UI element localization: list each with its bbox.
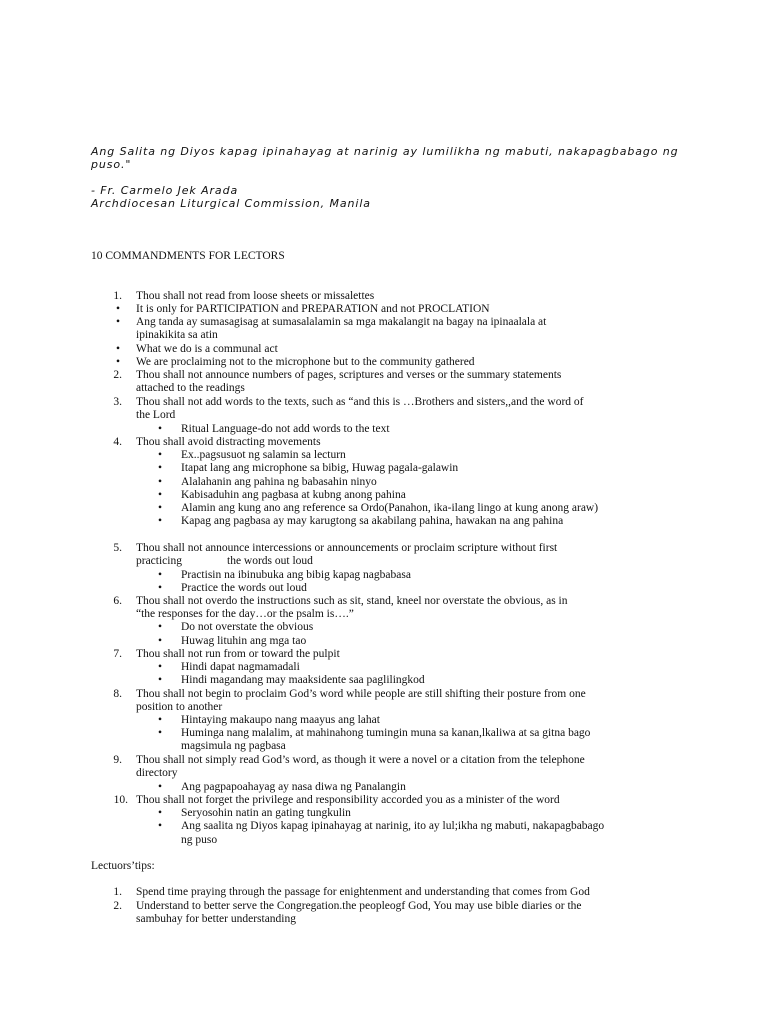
- bullet-glyph: •: [157, 449, 163, 461]
- list-text: Thou shall not add words to the texts, such as “and this is …Brothers and sisters,,and the word of: [136, 396, 584, 408]
- list-number: 1.: [113, 290, 122, 302]
- bullet-glyph: •: [157, 621, 163, 633]
- sub-bullet-text: Hintaying makaupo nang maayus ang lahat: [181, 714, 380, 726]
- bullet-text: What we do is a communal act: [136, 343, 278, 355]
- sub-bullet-text: Seryosohin natin an gating tungkulin: [181, 807, 351, 819]
- sub-bullet-text: Practisin na ibinubuka ang bibig kapag nagbabasa: [181, 569, 411, 581]
- bullet-glyph: •: [157, 476, 163, 488]
- list-number: 3.: [113, 396, 122, 408]
- quote-line-1: Ang Salita ng Diyos kapag ipinahayag at narinig ay lumilikha ng mabuti, nakapagbabago ng: [91, 145, 679, 158]
- list-text: the Lord: [136, 409, 176, 421]
- sub-bullet-text: Hindi magandang may maaksidente saa paglilingkod: [181, 674, 425, 686]
- bullet-glyph: •: [157, 489, 163, 501]
- bullet-glyph: •: [157, 661, 163, 673]
- list-number: 6.: [113, 595, 122, 607]
- list-number: 2.: [113, 900, 122, 912]
- list-text: Thou shall not overdo the instructions such as sit, stand, kneel nor overstate the obvious, as in: [136, 595, 568, 607]
- quote-author: - Fr. Carmelo Jek Arada: [91, 184, 239, 197]
- list-text: Thou shall not run from or toward the pulpit: [136, 648, 340, 660]
- list-text: position to another: [136, 701, 223, 713]
- bullet-glyph: •: [115, 316, 121, 328]
- bullet-glyph: •: [157, 714, 163, 726]
- list-text: Thou shall not simply read God’s word, as though it were a novel or a citation from the telephone: [136, 754, 585, 766]
- bullet-glyph: •: [157, 807, 163, 819]
- bullet-text: It is only for PARTICIPATION and PREPARATION and not PROCLATION: [136, 303, 490, 315]
- bullet-glyph: •: [115, 343, 121, 355]
- list-text: Thou shall not announce numbers of pages, scriptures and verses or the summary statements: [136, 369, 562, 381]
- sub-bullet-text: magsimula ng pagbasa: [181, 740, 286, 752]
- list-text: directory: [136, 767, 178, 779]
- quote-affiliation: Archdiocesan Liturgical Commission, Manila: [91, 197, 371, 210]
- list-text: Thou shall avoid distracting movements: [136, 436, 321, 448]
- sub-bullet-text: Kabisaduhin ang pagbasa at kubng anong pahina: [181, 489, 406, 501]
- bullet-glyph: •: [157, 515, 163, 527]
- list-text: practicing: [136, 555, 182, 567]
- tip-text: Spend time praying through the passage for enightenment and understanding that comes from God: [136, 886, 590, 898]
- sub-bullet-text: ng puso: [181, 834, 218, 846]
- list-text: Thou shall not announce intercessions or announcements or proclaim scripture without first: [136, 542, 558, 554]
- list-text: Thou shall not read from loose sheets or missalettes: [136, 290, 375, 302]
- quote-line-2: puso.": [91, 158, 132, 171]
- tips-heading: Lectuors’tips:: [91, 860, 155, 872]
- list-text: Thou shall not forget the privilege and responsibility accorded you as a minister of the word: [136, 794, 560, 806]
- sub-bullet-text: Alalahanin ang pahina ng babasahin ninyo: [181, 476, 377, 488]
- bullet-glyph: •: [157, 781, 163, 793]
- bullet-glyph: •: [157, 582, 163, 594]
- bullet-text: ipinakikita sa atin: [136, 329, 218, 341]
- bullet-glyph: •: [157, 635, 163, 647]
- bullet-glyph: •: [157, 423, 163, 435]
- list-number: 1.: [113, 886, 122, 898]
- sub-bullet-text: Huwag lituhin ang mga tao: [181, 635, 307, 647]
- sub-bullet-text: Huminga nang malalim, at mahinahong tumingin muna sa kanan,lkaliwa at sa gitna bago: [181, 727, 591, 739]
- bullet-glyph: •: [157, 674, 163, 686]
- sub-bullet-text: Do not overstate the obvious: [181, 621, 314, 633]
- list-number: 7.: [113, 648, 122, 660]
- list-text: attached to the readings: [136, 382, 245, 394]
- sub-bullet-text: Ang pagpapoahayag ay nasa diwa ng Panalangin: [181, 781, 406, 793]
- bullet-glyph: •: [157, 462, 163, 474]
- sub-bullet-text: Itapat lang ang microphone sa bibig, Huwag pagala-galawin: [181, 462, 459, 474]
- list-number: 9.: [113, 754, 122, 766]
- commandments-heading: 10 COMMANDMENTS FOR LECTORS: [91, 250, 285, 262]
- list-text: “the responses for the day…or the psalm is….”: [136, 608, 354, 620]
- sub-bullet-text: Ritual Language-do not add words to the text: [181, 423, 390, 435]
- list-number: 4.: [113, 436, 122, 448]
- sub-bullet-text: Kapag ang pagbasa ay may karugtong sa akabilang pahina, hawakan na ang pahina: [181, 515, 564, 527]
- tip-text: sambuhay for better understanding: [136, 913, 296, 925]
- list-number: 5.: [113, 542, 122, 554]
- bullet-text: Ang tanda ay sumasagisag at sumasalalamin sa mga makalangit na bagay na ipinaalala at: [136, 316, 547, 328]
- sub-bullet-text: Alamin ang kung ano ang reference sa Ordo(Panahon, ika-ilang lingo at kung anong araw): [181, 502, 599, 514]
- sub-bullet-text: Practice the words out loud: [181, 582, 307, 594]
- list-number: 8.: [113, 688, 122, 700]
- bullet-glyph: •: [115, 303, 121, 315]
- list-number: 10.: [113, 794, 128, 806]
- list-number: 2.: [113, 369, 122, 381]
- list-text: the words out loud: [227, 555, 313, 567]
- sub-bullet-text: Ang saalita ng Diyos kapag ipinahayag at narinig, ito ay lul;ikha ng mabuti, nakapagbabago: [181, 820, 605, 832]
- sub-bullet-text: Hindi dapat nagmamadali: [181, 661, 300, 673]
- bullet-glyph: •: [157, 727, 163, 739]
- sub-bullet-text: Ex..pagsusuot ng salamin sa lecturn: [181, 449, 346, 461]
- bullet-glyph: •: [115, 356, 121, 368]
- bullet-glyph: •: [157, 502, 163, 514]
- list-text: Thou shall not begin to proclaim God’s word while people are still shifting their posture from one: [136, 688, 586, 700]
- bullet-glyph: •: [157, 569, 163, 581]
- tip-text: Understand to better serve the Congregation.the peopleogf God, You may use bible diaries or the: [136, 900, 582, 912]
- bullet-text: We are proclaiming not to the microphone but to the community gathered: [136, 356, 475, 368]
- bullet-glyph: •: [157, 820, 163, 832]
